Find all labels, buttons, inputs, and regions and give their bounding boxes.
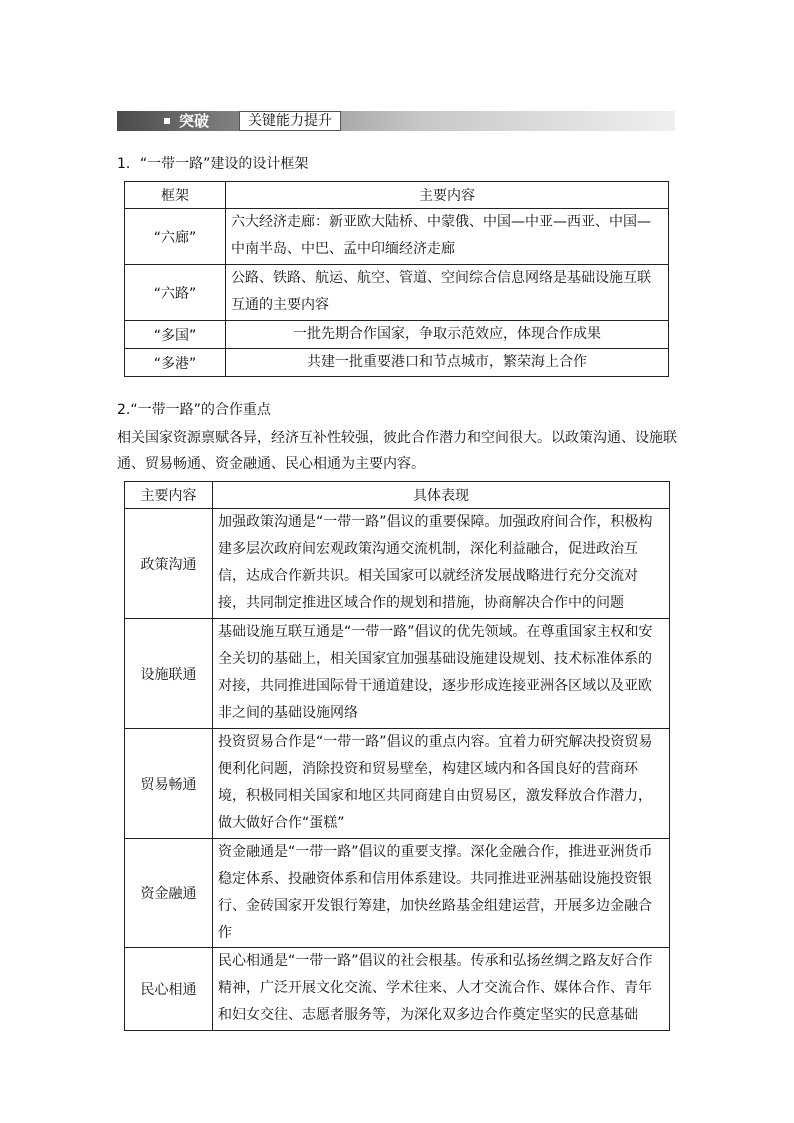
row-content: 基础设施互联互通是“一带一路”倡议的优先领域。在尊重国家主权和安全关切的基础上，相关国家宜加强基础设施建设规划、技术标准体系的对接，共同推进国际骨干通道建设，逐步形成连接亚洲各区域以及亚欧非之间的基础设施网络 <box>213 619 670 729</box>
table-row <box>125 729 670 839</box>
row-label: 资金融通 <box>125 839 213 948</box>
row-content: 六大经济走廊：新亚欧大陆桥、中蒙俄、中国—中亚—西亚、中国—中南半岛、中巴、孟中印缅经济走廊 <box>226 209 669 265</box>
table-row <box>125 349 669 377</box>
table-row <box>125 265 669 321</box>
row-label: 民心相通 <box>125 948 213 1031</box>
row-label: “多国” <box>125 321 226 349</box>
column-header: 主要内容 <box>226 182 669 209</box>
table-row <box>125 839 670 948</box>
section2-intro: 相关国家资源禀赋各异，经济互补性较强，彼此合作潜力和空间很大。以政策沟通、设施联通、贸易畅通、资金融通、民心相通为主要内容。 <box>117 430 677 472</box>
row-content: 公路、铁路、航运、航空、管道、空间综合信息网络是基础设施互联互通的主要内容 <box>226 265 669 321</box>
table-row <box>125 321 669 349</box>
row-content: 一批先期合作国家，争取示范效应，体现合作成果 <box>226 321 669 349</box>
cooperation-table <box>124 481 670 1031</box>
table-header-row <box>125 182 669 209</box>
table-row <box>125 948 670 1031</box>
row-content: 共建一批重要港口和节点城市，繁荣海上合作 <box>226 349 669 377</box>
table-row <box>125 509 670 619</box>
table-header-row <box>125 482 670 509</box>
row-label: “六路” <box>125 265 226 321</box>
row-label: 贸易畅通 <box>125 729 213 839</box>
row-label: “六廊” <box>125 209 226 265</box>
table-row <box>125 619 670 729</box>
table-row <box>125 209 669 265</box>
row-content: 加强政策沟通是“一带一路”倡议的重要保障。加强政府间合作，积极构建多层次政府间宏观政策沟通交流机制，深化利益融合，促进政治互信，达成合作新共识。相关国家可以就经济发展战略进行充分交流对接，共同制定推进区域合作的规划和措施，协商解决合作中的问题 <box>213 509 670 619</box>
row-content: 资金融通是“一带一路”倡议的重要支撑。深化金融合作，推进亚洲货币稳定体系、投融资体系和信用体系建设。共同推进亚洲基础设施投资银行、金砖国家开发银行筹建，加快丝路基金组建运营，开展多边金融合作 <box>213 839 670 948</box>
row-label: 设施联通 <box>125 619 213 729</box>
column-header: 具体表现 <box>213 482 670 509</box>
row-content: 投资贸易合作是“一带一路”倡议的重点内容。宜着力研究解决投资贸易便利化问题，消除投资和贸易壁垒，构建区域内和各国良好的营商环境，积极同相关国家和地区共同商建自由贸易区，激发释放合作潜力，做大做好合作“蛋糕” <box>213 729 670 839</box>
banner-title: 突破 <box>179 112 210 130</box>
section2-heading: 2.“一带一路”的合作重点 <box>117 402 271 418</box>
square-bullet-icon <box>164 118 170 124</box>
section1-heading: 1．“一带一路”建设的设计框架 <box>117 156 309 172</box>
framework-table <box>124 181 669 377</box>
section-banner <box>117 111 675 133</box>
column-header: 框架 <box>125 182 226 209</box>
banner-subtitle: 关键能力提升 <box>239 111 341 131</box>
row-label: “多港” <box>125 349 226 377</box>
row-content: 民心相通是“一带一路”倡议的社会根基。传承和弘扬丝绸之路友好合作精神，广泛开展文化交流、学术往来、人才交流合作、媒体合作、青年和妇女交往、志愿者服务等，为深化双多边合作奠定坚实的民意基础 <box>213 948 670 1031</box>
row-label: 政策沟通 <box>125 509 213 619</box>
column-header: 主要内容 <box>125 482 213 509</box>
